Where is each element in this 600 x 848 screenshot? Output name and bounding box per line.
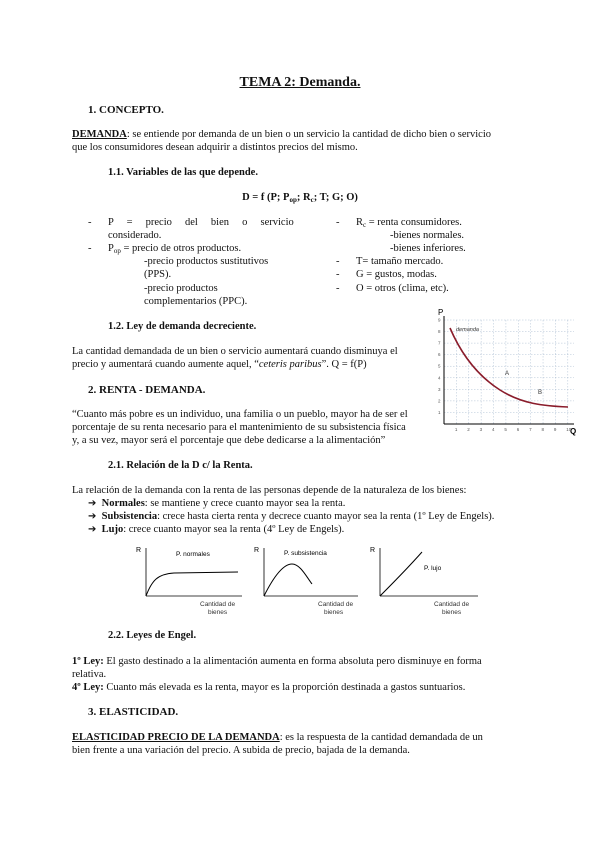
page-title: TEMA 2: Demanda. <box>239 75 361 90</box>
y-tick-label: 9 <box>438 317 441 323</box>
arrow-icon: ➔ <box>88 498 97 509</box>
subsection-heading-ley-demanda: 1.2. Ley de demanda decreciente. <box>108 321 257 332</box>
ley-demanda-text-1: La cantidad demandada de un bien o servicio aumentará cuando disminuya el <box>72 346 398 357</box>
curve-label-demanda: demanda <box>456 327 479 333</box>
list-subitem: -precio productos <box>144 283 218 294</box>
bullet-subsistencia: ➔ Subsistencia: crece hasta cierta renta y decrece cuanto mayor sea la renta (1º Ley de Engels). <box>88 511 495 522</box>
subsection-heading-variables: 1.1. Variables de las que depende. <box>108 167 258 178</box>
graph2-xlabel-2: bienes <box>324 609 344 616</box>
graph2-axis-r: R <box>254 547 260 554</box>
y-tick-label: 5 <box>438 363 441 369</box>
graph2-label: P. subsistencia <box>284 550 327 557</box>
definition-text-2: que los consumidores desean adquirir a distintos precios del mismo. <box>72 142 358 153</box>
curve-normales <box>146 572 238 596</box>
engel-ley-4: 4º Ley: Cuanto más elevada es la renta, mayor es la proporción destinada a gastos suntuarios. <box>72 682 466 693</box>
x-tick-label: 4 <box>492 427 495 432</box>
y-tick-label: 3 <box>438 386 441 392</box>
curve-subsistencia <box>264 564 312 596</box>
quote-line-1: “Cuanto más pobre es un individuo, una familia o un pueblo, mayor ha de ser el <box>72 409 408 420</box>
x-tick-label: 10 <box>566 427 572 432</box>
y-tick-label: 8 <box>438 329 441 335</box>
engel-ley-1: 1º Ley: El gasto destinado a la alimentación aumenta en forma absoluta pero disminuye en forma <box>72 656 482 667</box>
section-heading-elasticidad: 3. ELASTICIDAD. <box>88 706 179 718</box>
arrow-icon: ➔ <box>88 511 97 522</box>
y-tick-label: 1 <box>438 409 441 415</box>
graph1-label: P. normales <box>176 551 210 558</box>
subsection-heading-relacion-renta: 2.1. Relación de la D c/ la Renta. <box>108 460 253 471</box>
relacion-intro: La relación de la demanda con la renta de las personas depende de la naturaleza de los bienes: <box>72 485 467 496</box>
graph3-axis-r: R <box>370 547 376 554</box>
section-heading-concepto: 1. CONCEPTO. <box>88 104 164 116</box>
graph2-xlabel: Cantidad de <box>318 601 354 608</box>
x-tick-label: 2 <box>467 427 470 432</box>
list-subitem: (PPS). <box>144 269 172 280</box>
axis-label-q: Q <box>570 427 577 436</box>
list-subitem: -bienes inferiores. <box>390 243 466 254</box>
demand-graph-x-ticks <box>455 427 572 432</box>
elasticidad-def-2: bien frente a una variación del precio. A subida de precio, bajada de la demanda. <box>72 745 410 756</box>
x-tick-label: 1 <box>454 427 458 432</box>
graph1-axis-r: R <box>136 547 142 554</box>
ley-demanda-text-2: precio y aumentará cuando aumente aquel, “ceteris paribus”. Q = f(P) <box>72 359 367 370</box>
subsection-heading-leyes-engel: 2.2. Leyes de Engel. <box>108 630 197 641</box>
quote-line-2: porcentaje de su renta necesario para el mantenimiento de su subsistencia física <box>72 422 406 433</box>
list-subitem: -precio productos sustitutivos <box>144 256 269 267</box>
y-tick-label: 6 <box>438 352 441 358</box>
x-tick-label: 3 <box>479 427 483 432</box>
x-tick-label: 7 <box>529 427 532 432</box>
point-label-b: B <box>538 390 543 396</box>
y-tick-label: 7 <box>438 340 441 346</box>
y-tick-label: 2 <box>438 398 441 404</box>
graph3-xlabel-2: bienes <box>442 609 462 616</box>
engel-graphs <box>130 540 490 620</box>
x-tick-label: 5 <box>504 427 507 432</box>
demand-formula: D = f (P; $P_{op}$; $R_c$; T; G; O) <box>242 192 358 204</box>
axis-label-p: P <box>438 308 444 317</box>
graph1-xlabel-2: bienes <box>208 609 228 616</box>
bullet-normales: ➔ Normales: se mantiene y crece cuanto mayor sea la renta. <box>88 498 346 509</box>
quote-line-3: y, a su vez, mayor será el porcentaje que debe dedicarse a la alimentación” <box>72 435 386 446</box>
x-tick-label: 9 <box>553 427 557 432</box>
curve-lujo <box>380 552 422 596</box>
term-demanda: DEMANDA <box>72 129 127 140</box>
definition-demanda <box>72 128 532 141</box>
demand-curve <box>450 328 568 407</box>
list-subitem: -bienes normales. <box>390 230 465 241</box>
list-item-cont: considerado. <box>108 230 162 241</box>
graph3-xlabel: Cantidad de <box>434 601 470 608</box>
engel-ley-1-cont: relativa. <box>72 669 107 680</box>
graph1-xlabel: Cantidad de <box>200 601 236 608</box>
demand-graph-y-ticks <box>438 318 441 415</box>
demand-curve-graph <box>434 306 584 438</box>
graph3-label: P. lujo <box>424 565 442 572</box>
x-tick-label: 8 <box>541 427 545 432</box>
point-label-a: A <box>505 371 510 377</box>
bullet-lujo: ➔ Lujo: crece cuanto mayor sea la renta (4º Ley de Engels). <box>88 524 345 535</box>
list-subitem: complementarios (PPC). <box>144 296 248 307</box>
x-tick-label: 6 <box>516 427 520 432</box>
definition-text-1: : se entiende por demanda de un bien o un servicio la cantidad de dicho bien o servicio <box>126 129 492 140</box>
elasticidad-def-1: ELASTICIDAD PRECIO DE LA DEMANDA: es la respuesta de la cantidad demandada de un <box>72 732 483 743</box>
section-heading-renta-demanda: 2. RENTA - DEMANDA. <box>88 384 206 396</box>
arrow-icon: ➔ <box>88 524 97 535</box>
y-tick-label: 4 <box>438 375 441 381</box>
